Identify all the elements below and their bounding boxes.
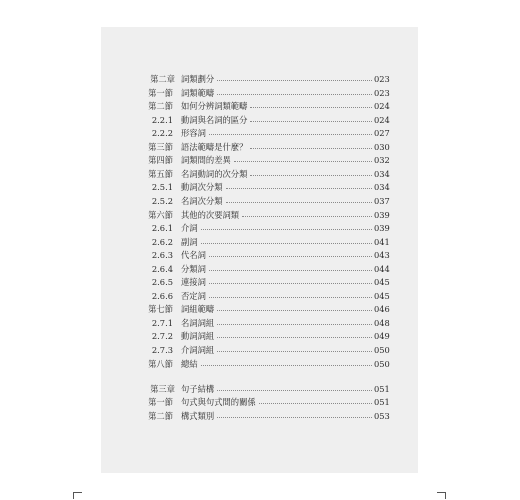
toc-entry-page: 032 xyxy=(374,155,390,165)
toc-entry-number: 第二節 xyxy=(148,101,173,111)
toc-entry[interactable] xyxy=(101,290,418,303)
toc-entry-page: 051 xyxy=(374,397,390,407)
toc-entry-title: 總結 xyxy=(181,359,198,369)
dot-leader xyxy=(209,256,372,257)
toc-entry-page: 050 xyxy=(374,359,390,369)
dot-leader xyxy=(226,188,372,189)
toc-entry[interactable] xyxy=(101,168,418,181)
toc-entry-number: 2.7.1 xyxy=(151,318,173,328)
toc-entry-title: 詞類劃分 xyxy=(181,74,215,84)
toc-entry-page: 034 xyxy=(374,169,390,179)
toc-entry-page: 049 xyxy=(374,331,390,341)
toc-entry[interactable] xyxy=(101,127,418,140)
book-page xyxy=(101,27,418,473)
toc-entry-page: 037 xyxy=(374,196,390,206)
toc-entry[interactable] xyxy=(101,263,418,276)
toc-entry[interactable] xyxy=(101,276,418,289)
toc-entry-title: 動詞與名詞的區分 xyxy=(181,115,248,125)
dot-leader xyxy=(234,161,372,162)
toc-entry-number: 第二章 xyxy=(150,74,175,84)
toc-entry-page: 045 xyxy=(374,291,390,301)
toc-entry[interactable] xyxy=(101,114,418,127)
toc-entry-page: 053 xyxy=(374,411,390,421)
toc-entry-page: 048 xyxy=(374,318,390,328)
toc-entry-title: 否定詞 xyxy=(181,291,206,301)
dot-leader xyxy=(217,390,372,391)
toc-entry-title: 語法範疇是什麼？ xyxy=(181,142,248,152)
toc-entry-title: 構式類別 xyxy=(181,411,215,421)
toc-entry[interactable] xyxy=(101,209,418,222)
toc-entry-page: 023 xyxy=(374,88,390,98)
toc-entry[interactable] xyxy=(101,195,418,208)
toc-entry[interactable] xyxy=(101,396,418,409)
toc-entry-title: 名詞動詞的次分類 xyxy=(181,169,248,179)
dot-leader xyxy=(209,283,372,284)
toc-entry-page: 030 xyxy=(374,142,390,152)
toc-entry[interactable] xyxy=(101,222,418,235)
toc-entry-page: 024 xyxy=(374,115,390,125)
dot-leader xyxy=(226,202,372,203)
toc-entry-title: 名詞次分類 xyxy=(181,196,223,206)
dot-leader xyxy=(217,417,372,418)
toc-entry[interactable] xyxy=(101,344,418,357)
crop-mark-right xyxy=(437,492,446,499)
toc-entry-title: 介詞 xyxy=(181,223,198,233)
toc-entry-title: 動詞次分類 xyxy=(181,182,223,192)
dot-leader xyxy=(259,403,372,404)
toc-entry[interactable] xyxy=(101,410,418,423)
dot-leader xyxy=(217,324,372,325)
toc-entry[interactable] xyxy=(101,249,418,262)
toc-entry[interactable] xyxy=(101,154,418,167)
toc-entry-title: 如何分辨詞類範疇 xyxy=(181,101,248,111)
toc-entry[interactable] xyxy=(101,330,418,343)
toc-entry[interactable] xyxy=(101,100,418,113)
toc-entry-page: 045 xyxy=(374,277,390,287)
dot-leader xyxy=(250,107,372,108)
toc-entry-title: 詞組範疇 xyxy=(181,304,215,314)
toc-entry-page: 039 xyxy=(374,210,390,220)
dot-leader xyxy=(217,351,372,352)
toc-entry-title: 連接詞 xyxy=(181,277,206,287)
dot-leader xyxy=(201,243,372,244)
toc-entry-title: 代名詞 xyxy=(181,250,206,260)
toc-entry-number: 2.6.5 xyxy=(151,277,173,287)
toc-entry-number: 第二節 xyxy=(148,411,173,421)
toc-entry-number: 2.6.4 xyxy=(151,264,173,274)
toc-entry-number: 2.6.6 xyxy=(151,291,173,301)
toc-entry[interactable] xyxy=(101,317,418,330)
toc-entry-page: 050 xyxy=(374,345,390,355)
dot-leader xyxy=(242,216,372,217)
toc-entry-page: 039 xyxy=(374,223,390,233)
toc-entry-number: 2.7.2 xyxy=(151,331,173,341)
toc-entry[interactable] xyxy=(101,73,418,86)
dot-leader xyxy=(201,229,372,230)
dot-leader xyxy=(250,175,372,176)
toc-entry-title: 介詞詞組 xyxy=(181,345,215,355)
toc-entry-page: 043 xyxy=(374,250,390,260)
toc-entry-number: 2.2.2 xyxy=(151,128,173,138)
toc-entry[interactable] xyxy=(101,87,418,100)
crop-mark-left xyxy=(73,492,82,499)
dot-leader xyxy=(209,134,372,135)
toc-entry[interactable] xyxy=(101,303,418,316)
toc-entry-page: 023 xyxy=(374,74,390,84)
toc-entry[interactable] xyxy=(101,181,418,194)
toc-entry-number: 2.5.2 xyxy=(151,196,173,206)
dot-leader xyxy=(217,310,372,311)
toc-entry[interactable] xyxy=(101,358,418,371)
toc-entry-title: 分類詞 xyxy=(181,264,206,274)
toc-entry-number: 第一節 xyxy=(148,397,173,407)
toc-entry-title: 名詞詞組 xyxy=(181,318,215,328)
toc-entry-number: 2.2.1 xyxy=(151,115,173,125)
toc-entry-number: 第三節 xyxy=(148,142,173,152)
toc-entry-number: 2.5.1 xyxy=(151,182,173,192)
dot-leader xyxy=(209,270,372,271)
toc-entry[interactable] xyxy=(101,236,418,249)
toc-entry-title: 句子結構 xyxy=(181,384,215,394)
toc-entry-number: 第四節 xyxy=(148,155,173,165)
toc-entry-number: 第五節 xyxy=(148,169,173,179)
toc-entry-number: 第八節 xyxy=(148,359,173,369)
toc-entry[interactable] xyxy=(101,383,418,396)
toc-entry-title: 副詞 xyxy=(181,237,198,247)
dot-leader xyxy=(250,121,372,122)
dot-leader xyxy=(217,94,372,95)
dot-leader xyxy=(250,148,372,149)
dot-leader xyxy=(201,365,372,366)
toc-entry[interactable] xyxy=(101,141,418,154)
dot-leader xyxy=(209,297,372,298)
toc-entry-number: 第七節 xyxy=(148,304,173,314)
toc-entry-number: 2.7.3 xyxy=(151,345,173,355)
toc-entry-title: 詞類間的差異 xyxy=(181,155,231,165)
toc-entry-number: 第六節 xyxy=(148,210,173,220)
toc-entry-number: 2.6.1 xyxy=(151,223,173,233)
toc-entry-page: 027 xyxy=(374,128,390,138)
toc-entry-page: 034 xyxy=(374,182,390,192)
toc-entry-title: 句式與句式間的關係 xyxy=(181,397,256,407)
dot-leader xyxy=(217,337,372,338)
toc-entry-number: 第一節 xyxy=(148,88,173,98)
toc-entry-title: 其他的次要詞類 xyxy=(181,210,240,220)
toc-entry-page: 024 xyxy=(374,101,390,111)
toc-entry-page: 046 xyxy=(374,304,390,314)
toc-entry-number: 2.6.3 xyxy=(151,250,173,260)
toc-entry-page: 041 xyxy=(374,237,390,247)
dot-leader xyxy=(217,80,372,81)
toc-entry-title: 動詞詞組 xyxy=(181,331,215,341)
toc-entry-number: 2.6.2 xyxy=(151,237,173,247)
toc-entry-number: 第三章 xyxy=(150,384,175,394)
toc-entry-page: 044 xyxy=(374,264,390,274)
toc-entry-title: 形容詞 xyxy=(181,128,206,138)
toc-entry-page: 051 xyxy=(374,384,390,394)
toc-entry-title: 詞類範疇 xyxy=(181,88,215,98)
